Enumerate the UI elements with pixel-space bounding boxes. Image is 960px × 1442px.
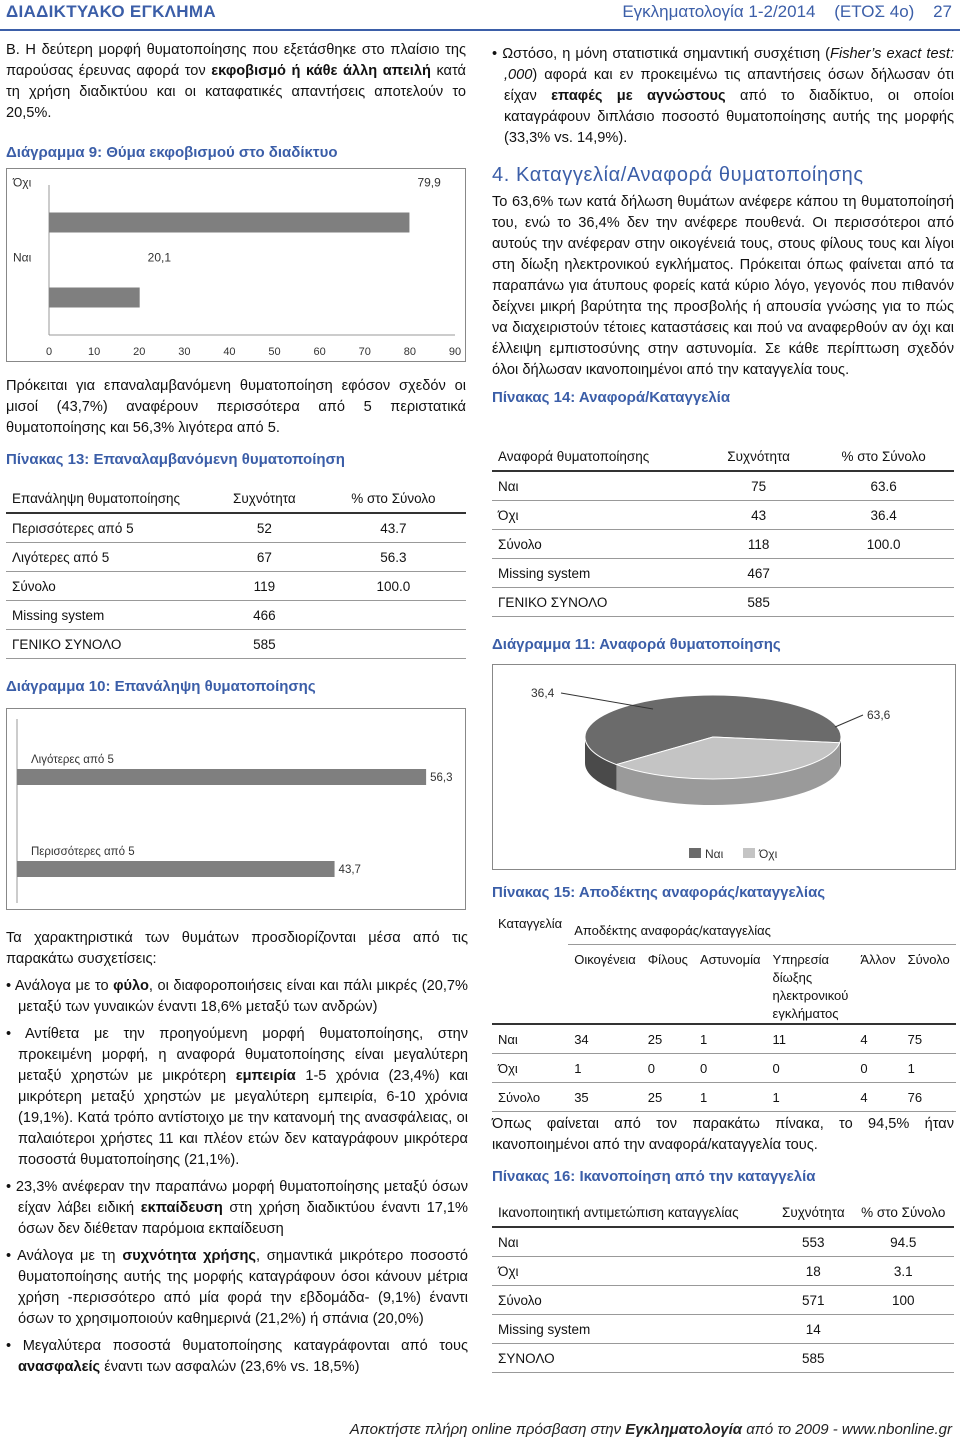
tick-label: 30 [178,346,191,358]
diagram-9-chart [6,168,466,362]
cell: 467 [704,559,813,588]
bullet-insecurity: • Μεγαλύτερα ποσοστά θυματοποίησης καταγράφονται από τους ανασφαλείς έναντι των ασφαλών (23,6% vs. 18,5%) [6,1336,468,1378]
cell: 34 [568,1024,642,1054]
cell: 94.5 [853,1227,954,1257]
cell: Ναι [492,471,704,501]
tick-label: 40 [223,346,236,358]
journal-name: Εγκληματολογία 1-2/2014 [622,2,816,21]
data-label: 36,4 [531,686,555,700]
tick-label: 20 [133,346,146,358]
cell: ΓΕΝΙΚΟ ΣΥΝΟΛΟ [6,630,208,659]
left-column-3 [6,928,468,1384]
table-header [492,442,954,471]
intro-paragraph: Β. Η δεύτερη μορφή θυματοποίησης που εξετάσθηκε στο πλαίσιο της παρούσας έρευνας αφορά τον εκφοβισμό ή κάθε άλλη απειλή κατά τη χρήση διαδικτύου και οι καταφατικές απαντήσεις αποτελούν το 20,5%. [6,42,466,121]
cell: 118 [704,530,813,559]
repeat-paragraph: Πρόκειται για επαναλαμβανόμενη θυματοποίηση εφόσον σχεδόν οι μισοί (43,7%) αναφέρουν περισσότερα από 5 περιστατικά θυματοποίησης και 56,3% λιγότερα από 5. [6,378,466,436]
bar [17,769,426,785]
cell: 76 [902,1083,956,1112]
table-header [492,916,956,945]
col-header: Φίλους [642,945,694,1025]
cell: 43.7 [321,513,466,543]
cell: 1 [694,1024,767,1054]
cell: Missing system [6,601,208,630]
cell: Όχι [492,501,704,530]
cell [853,1315,954,1344]
bullet-gender: • Ανάλογα με το φύλο, οι διαφοροποιήσεις είναι και πάλι μικρές (20,7% μεταξύ των γυναικών έναντι 18,6% μεταξύ των ανδρών) [6,976,468,1018]
cell: 25 [642,1024,694,1054]
cell: Σύνολο [492,1083,568,1112]
table-row [492,559,954,588]
cell: 585 [774,1344,853,1373]
page-number: 27 [933,2,952,21]
cell: 3.1 [853,1257,954,1286]
cell: 100.0 [813,530,954,559]
bar [17,861,335,877]
bullet-education: • 23,3% ανέφεραν την παραπάνω μορφή θυματοποίησης μεταξύ όσων είχαν λάβει ειδική εκπαίδευση στη χρήση διαδικτύου έναντι 17,1% όσων δεν διέθεταν παρόμοια εκπαίδευση [6,1177,468,1240]
cell: Όχι [492,1054,568,1083]
col-header: % στο Σύνολο [853,1198,954,1227]
diagram-10-caption: Διάγραμμα 10: Επανάληψη θυματοποίησης [6,678,316,695]
diagram-9-caption: Διάγραμμα 9: Θύμα εκφοβισμού στο διαδίκτυο [6,144,338,161]
col-header: Οικογένεια [568,945,642,1025]
col-header: Υπηρεσία δίωξης ηλεκτρονικού εγκλήματος [767,945,855,1025]
cell: 35 [568,1083,642,1112]
col-header: Αναφορά θυματοποίησης [492,442,704,471]
cell: 75 [704,471,813,501]
cell: 571 [774,1286,853,1315]
cell [853,1344,954,1373]
col-header: Καταγγελία [498,916,563,931]
table-row [492,1286,954,1315]
cell: Σύνολο [492,530,704,559]
cell: 0 [854,1054,901,1083]
table-14-caption: Πίνακας 14: Αναφορά/Καταγγελία [492,389,731,406]
table-row [492,588,954,617]
diagram-10-svg [7,709,465,909]
table-row [6,601,466,630]
cell: 4 [854,1024,901,1054]
cell: 43 [704,501,813,530]
cell: 585 [208,630,321,659]
cell: 585 [704,588,813,617]
bullet-strangers: • Ωστόσο, η μόνη στατιστικά σημαντική συσχέτιση (Fisher’s exact test: ,000) αφορά και εν προκειμένω τις απαντήσεις όσων δήλωσαν ότι είχαν επαφές με αγνώστους από το διαδίκτυο, οι οποίοι καταγράφουν διπλάσιο ποσοστό θυματοποίησης αυτής της μορφής (33,3% vs. 14,9%). [492,44,954,149]
cell: 466 [208,601,321,630]
col-header: Συχνότητα [704,442,813,471]
cell: 56.3 [321,543,466,572]
footer-text: Αποκτήστε πλήρη online πρόσβαση στην [349,1421,626,1438]
table-header [6,484,466,513]
diagram-10-chart [6,708,466,910]
table-row [6,572,466,601]
cell: 1 [568,1054,642,1083]
right-column [492,44,954,414]
table-15 [492,916,956,1112]
table-16 [492,1198,954,1373]
characteristics-paragraph: Τα χαρακτηριστικά των θυμάτων προσδιορίζονται μέσα από τις παρακάτω συσχετίσεις: [6,930,468,967]
cell: Missing system [492,559,704,588]
data-label: 63,6 [867,708,891,722]
col-header: Αστυνομία [694,945,767,1025]
cell [321,630,466,659]
category-label: Ναι [13,250,32,265]
table-row [492,1054,956,1083]
cell: Ναι [492,1227,774,1257]
cell: 0 [694,1054,767,1083]
table-header [492,1198,954,1227]
diagram-11-svg [493,665,955,869]
cell: 75 [902,1024,956,1054]
cell [813,559,954,588]
table-15-caption: Πίνακας 15: Αποδέκτης αναφοράς/καταγγελίας [492,884,826,901]
table-row [492,471,954,501]
table-row [6,513,466,543]
tick-label: 90 [448,346,462,358]
cell: Περισσότερες από 5 [6,513,208,543]
legend-label: Όχι [759,847,778,861]
cell: 0 [767,1054,855,1083]
table-13 [6,484,466,659]
legend-label: Ναι [705,847,724,861]
table-row [6,543,466,572]
footer-link[interactable]: από το 2009 - www.nbonline.gr [742,1421,952,1438]
cell: Missing system [492,1315,774,1344]
leader-line [561,693,653,709]
table-row [492,530,954,559]
cell: ΓΕΝΙΚΟ ΣΥΝΟΛΟ [492,588,704,617]
col-header: Αποδέκτης αναφοράς/καταγγελίας [568,916,956,945]
category-label: Όχι [13,175,32,190]
leader-line [835,715,863,727]
bar [49,213,409,233]
col-header: Σύνολο [902,945,956,1025]
cell: 36.4 [813,501,954,530]
page-header [0,0,960,28]
footer-journal: Εγκληματολογία [625,1421,743,1438]
table-row [492,1315,954,1344]
cell: ΣΥΝΟΛΟ [492,1344,774,1373]
report-paragraph: Το 63,6% των κατά δήλωση θυμάτων ανέφερε κάπου τη θυματοποίησή του, ενώ το 36,4% δεν την ανέφερε πουθενά. Οι περισσότεροι από αυτούς την ανέφεραν στην οικογένειά τους, στους φίλους τους και λίγοι στη δίωξη ηλεκτρονικού εγκλήματος. Πρόκειται όπως φαίνεται από τα παραπάνω για άτυπους φορείς κατά κύριο λόγο, γεγονός που πιθανόν δείχνει μικρή βαρύτητα της προσβολής ή απουσία γνώσης για το πώς να διαχειριστούν τέτοιες καταστάσεις και πού να αναφερθούν αν όχι και έλλειψη εμπιστοσύνης στην αστυνομία. Σε κάθε περίπτωση σχεδόν όλοι δήλωσαν ικανοποιημένοι από την καταγγελία τους. [492,194,954,378]
table-row [492,501,954,530]
header-rule [0,29,960,31]
section-title: ΔΙΑΔΙΚΤΥΑΚΟ ΕΓΚΛΗΜΑ [6,2,216,21]
cell: Λιγότερες από 5 [6,543,208,572]
cell [321,601,466,630]
table-16-caption: Πίνακας 16: Ικανοποίηση από την καταγγελία [492,1168,816,1185]
cell: 0 [642,1054,694,1083]
cell: Σύνολο [492,1286,774,1315]
bullet-experience: • Αντίθετα με την προηγούμενη μορφή θυματοποίησης, στην προκειμένη μορφή, η αναφορά θυματοποίησης είναι μεγαλύτερη μεταξύ χρηστών με μικρότερη εμπειρία 1-5 χρόνια (23,4%) και μικρότερη μεταξύ χρηστών με μεγαλύτερη εμπειρία, 6-10 χρόνια (19,1%). Κατά τρόπο αντίστοιχο με την κατανομή της ανασφάλειας, οι παλαιότεροι χρήστες 11 και πλέον ετών δεν καταγράφουν μικρότερα ποσοστά θυματοποίησης (21,1%). [6,1024,468,1171]
category-label: Περισσότερες από 5 [31,846,135,858]
cell: 25 [642,1083,694,1112]
cell: 100 [853,1286,954,1315]
bar [49,288,140,308]
journal-info [608,2,952,22]
legend-swatch [743,848,755,858]
category-label: Λιγότερες από 5 [31,754,114,766]
legend-swatch [689,848,701,858]
tick-label: 0 [45,346,53,358]
cell: 100.0 [321,572,466,601]
cell [492,945,568,1025]
tick-label: 70 [358,346,371,358]
cell: 119 [208,572,321,601]
table-subheader [492,945,956,1025]
diagram-9-svg [7,169,465,361]
cell: 14 [774,1315,853,1344]
cell: 553 [774,1227,853,1257]
data-label: 56,3 [430,772,453,784]
cell: Σύνολο [6,572,208,601]
cell: 18 [774,1257,853,1286]
col-header: Επανάληψη θυματοποίησης [6,484,208,513]
diagram-11-caption: Διάγραμμα 11: Αναφορά θυματοποίησης [492,636,781,653]
col-header: Ικανοποιητική αντιμετώπιση καταγγελίας [492,1198,774,1227]
footer [350,1421,952,1438]
table-row [492,1024,956,1054]
cell: 1 [902,1054,956,1083]
bullet-frequency: • Ανάλογα με τη συχνότητα χρήσης, σημαντικά μικρότερο ποσοστό θυματοποίησης αυτής της μορφής καταγράφουν όσοι κάνουν μέτρια χρήση -περισσότερο από μία φορά την εβδομάδα- (9,1%) έναντι όσων το χρησιμοποιούν καθημερινά (21,2%) ή σπάνια (20,0%) [6,1246,468,1330]
col-header: % στο Σύνολο [321,484,466,513]
data-label: 20,1 [147,250,172,265]
cell: 11 [767,1024,855,1054]
table-14 [492,442,954,617]
table-13-caption: Πίνακας 13: Επαναλαμβανόμενη θυματοποίηση [6,451,345,468]
cell: 1 [694,1083,767,1112]
journal-issue: (ΕΤΟΣ 4ο) [834,2,915,21]
right-column-2 [492,1114,954,1193]
cell: 67 [208,543,321,572]
cell: 1 [767,1083,855,1112]
left-column-2 [6,376,466,476]
cell [813,588,954,617]
data-label: 79,9 [417,175,441,190]
col-header: % στο Σύνολο [813,442,954,471]
satisfaction-paragraph: Όπως φαίνεται από τον παρακάτω πίνακα, το 94,5% ήταν ικανοποιημένοι από την αναφορά/καταγγελία τους. [492,1116,954,1153]
tick-label: 10 [87,346,101,358]
left-column [6,40,466,169]
table-row [492,1257,954,1286]
col-header: Συχνότητα [208,484,321,513]
tick-label: 60 [313,346,326,358]
tick-label: 80 [403,346,417,358]
cell: Όχι [492,1257,774,1286]
col-header: Συχνότητα [774,1198,853,1227]
table-row [492,1227,954,1257]
data-label: 43,7 [338,864,361,876]
table-row [492,1083,956,1112]
cell: 52 [208,513,321,543]
col-header: Άλλον [854,945,901,1025]
table-row [492,1344,954,1373]
cell: 4 [854,1083,901,1112]
section-4-heading: 4. Καταγγελία/Αναφορά θυματοποίησης [492,164,864,186]
cell: Ναι [492,1024,568,1054]
cell: 63.6 [813,471,954,501]
table-row [6,630,466,659]
diagram-11-chart [492,664,956,870]
tick-label: 50 [268,346,281,358]
